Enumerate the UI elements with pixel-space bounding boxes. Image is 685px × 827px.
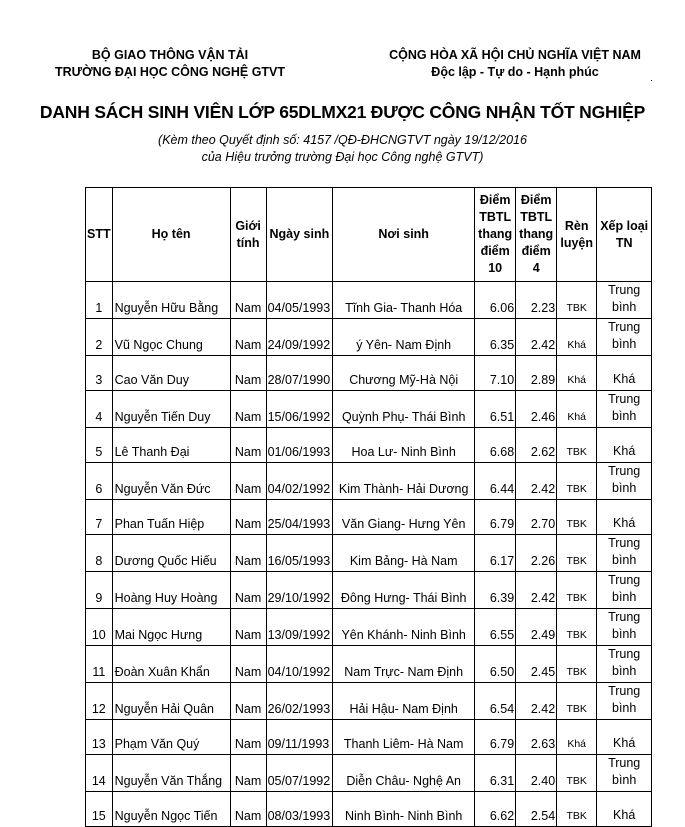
- cell-birthplace: Yên Khánh- Ninh Bình: [333, 609, 475, 646]
- cell-conduct: TBK: [557, 500, 597, 535]
- cell-rank: Trung bình: [597, 282, 652, 319]
- cell-gpa10: 6.35: [475, 319, 516, 356]
- table-row: [86, 391, 652, 428]
- col-header-gender: Giới tính: [230, 188, 266, 282]
- cell-name: Phan Tuấn Hiệp: [112, 500, 230, 535]
- cell-stt: 3: [86, 356, 113, 391]
- cell-conduct: TBK: [557, 535, 597, 572]
- col-header-name: Họ tên: [112, 188, 230, 282]
- cell-birthplace: Tĩnh Gia- Thanh Hóa: [333, 282, 475, 319]
- cell-gpa10: 6.50: [475, 646, 516, 683]
- graduate-table: [85, 187, 652, 827]
- cell-dob: 28/07/1990: [266, 356, 333, 391]
- cell-stt: 7: [86, 500, 113, 535]
- col-header-stt: STT: [86, 188, 113, 282]
- cell-gender: Nam: [230, 500, 266, 535]
- cell-gpa4: 2.70: [516, 500, 557, 535]
- cell-birthplace: Kim Bảng- Hà Nam: [333, 535, 475, 572]
- cell-rank: Trung bình: [597, 683, 652, 720]
- table-row: [86, 356, 652, 391]
- cell-birthplace: Ninh Bình- Ninh Bình: [333, 792, 475, 827]
- cell-conduct: TBK: [557, 428, 597, 463]
- cell-dob: 25/04/1993: [266, 500, 333, 535]
- cell-gpa10: 6.54: [475, 683, 516, 720]
- cell-gpa4: 2.49: [516, 609, 557, 646]
- cell-gpa10: 7.10: [475, 356, 516, 391]
- cell-conduct: TBK: [557, 572, 597, 609]
- cell-dob: 15/06/1992: [266, 391, 333, 428]
- col-header-conduct: Rèn luyện: [557, 188, 597, 282]
- cell-name: Nguyễn Văn Thắng: [112, 755, 230, 792]
- cell-rank: Khá: [597, 428, 652, 463]
- cell-stt: 6: [86, 463, 113, 500]
- cell-stt: 8: [86, 535, 113, 572]
- cell-rank: Khá: [597, 792, 652, 827]
- cell-stt: 15: [86, 792, 113, 827]
- cell-dob: 13/09/1992: [266, 609, 333, 646]
- table-row: [86, 609, 652, 646]
- cell-gpa10: 6.79: [475, 500, 516, 535]
- cell-dob: 26/02/1993: [266, 683, 333, 720]
- cell-rank: Trung bình: [597, 319, 652, 356]
- cell-dob: 29/10/1992: [266, 572, 333, 609]
- cell-conduct: Khá: [557, 319, 597, 356]
- cell-conduct: Khá: [557, 356, 597, 391]
- cell-name: Nguyễn Hữu Bằng: [112, 282, 230, 319]
- decision-reference: (Kèm theo Quyết định số: 4157 /QĐ-ĐHCNGTVT ngày 19/12/2016: [158, 133, 527, 147]
- cell-gender: Nam: [230, 535, 266, 572]
- cell-conduct: TBK: [557, 463, 597, 500]
- table-row: [86, 463, 652, 500]
- cell-gender: Nam: [230, 463, 266, 500]
- cell-dob: 04/02/1992: [266, 463, 333, 500]
- cell-gender: Nam: [230, 428, 266, 463]
- cell-birthplace: Nam Trực- Nam Định: [333, 646, 475, 683]
- cell-gpa10: 6.44: [475, 463, 516, 500]
- cell-stt: 2: [86, 319, 113, 356]
- cell-gender: Nam: [230, 609, 266, 646]
- national-motto-header: [370, 47, 660, 81]
- cell-stt: 11: [86, 646, 113, 683]
- cell-stt: 14: [86, 755, 113, 792]
- cell-dob: 01/06/1993: [266, 428, 333, 463]
- cell-rank: Trung bình: [597, 463, 652, 500]
- cell-gpa4: 2.45: [516, 646, 557, 683]
- cell-name: Nguyễn Ngọc Tiến: [112, 792, 230, 827]
- cell-conduct: Khá: [557, 391, 597, 428]
- cell-rank: Trung bình: [597, 609, 652, 646]
- cell-name: Nguyễn Văn Đức: [112, 463, 230, 500]
- cell-rank: Khá: [597, 720, 652, 755]
- cell-gpa4: 2.54: [516, 792, 557, 827]
- cell-gpa4: 2.42: [516, 683, 557, 720]
- cell-gender: Nam: [230, 391, 266, 428]
- cell-name: Cao Văn Duy: [112, 356, 230, 391]
- cell-birthplace: Quỳnh Phụ- Thái Bình: [333, 391, 475, 428]
- cell-dob: 04/10/1992: [266, 646, 333, 683]
- cell-dob: 08/03/1993: [266, 792, 333, 827]
- table-row: [86, 683, 652, 720]
- cell-stt: 1: [86, 282, 113, 319]
- cell-stt: 13: [86, 720, 113, 755]
- cell-gpa10: 6.39: [475, 572, 516, 609]
- country-name: CỘNG HÒA XÃ HỘI CHỦ NGHĨA VIỆT NAM: [389, 48, 641, 62]
- cell-gpa10: 6.68: [475, 428, 516, 463]
- cell-stt: 12: [86, 683, 113, 720]
- cell-conduct: TBK: [557, 683, 597, 720]
- col-header-birthplace: Nơi sinh: [333, 188, 475, 282]
- col-header-gpa4: Điểm TBTL thang điểm 4: [516, 188, 557, 282]
- cell-name: Hoàng Huy Hoàng: [112, 572, 230, 609]
- cell-name: Đoàn Xuân Khẩn: [112, 646, 230, 683]
- table-row: [86, 792, 652, 827]
- cell-dob: 24/09/1992: [266, 319, 333, 356]
- cell-birthplace: Hoa Lư- Ninh Bình: [333, 428, 475, 463]
- cell-gpa4: 2.42: [516, 572, 557, 609]
- cell-gpa10: 6.51: [475, 391, 516, 428]
- cell-name: Lê Thanh Đại: [112, 428, 230, 463]
- cell-stt: 9: [86, 572, 113, 609]
- cell-gpa4: 2.42: [516, 463, 557, 500]
- cell-birthplace: Hải Hậu- Nam Định: [333, 683, 475, 720]
- cell-gpa10: 6.55: [475, 609, 516, 646]
- cell-conduct: TBK: [557, 755, 597, 792]
- cell-gpa4: 2.42: [516, 319, 557, 356]
- cell-rank: Trung bình: [597, 572, 652, 609]
- col-header-dob: Ngày sinh: [266, 188, 333, 282]
- document-title: DANH SÁCH SINH VIÊN LỚP 65DLMX21 ĐƯỢC CÔNG NHẬN TỐT NGHIỆP: [39, 102, 646, 122]
- cell-conduct: TBK: [557, 792, 597, 827]
- motto: Độc lập - Tự do - Hạnh phúc: [431, 65, 599, 79]
- cell-gpa4: 2.26: [516, 535, 557, 572]
- cell-rank: Trung bình: [597, 535, 652, 572]
- cell-gender: Nam: [230, 282, 266, 319]
- cell-name: Vũ Ngọc Chung: [112, 319, 230, 356]
- cell-birthplace: Thanh Liêm- Hà Nam: [333, 720, 475, 755]
- document-subtitle: [0, 132, 685, 166]
- cell-name: Nguyễn Hải Quân: [112, 683, 230, 720]
- cell-gpa4: 2.63: [516, 720, 557, 755]
- cell-birthplace: Chương Mỹ-Hà Nội: [333, 356, 475, 391]
- table-row: [86, 755, 652, 792]
- cell-gender: Nam: [230, 720, 266, 755]
- cell-rank: Khá: [597, 356, 652, 391]
- university-name: TRƯỜNG ĐẠI HỌC CÔNG NGHỆ GTVT: [54, 65, 286, 79]
- stray-dot: [651, 80, 652, 81]
- cell-gender: Nam: [230, 683, 266, 720]
- cell-rank: Trung bình: [597, 755, 652, 792]
- cell-dob: 05/07/1992: [266, 755, 333, 792]
- cell-stt: 4: [86, 391, 113, 428]
- cell-gpa10: 6.79: [475, 720, 516, 755]
- table-row: [86, 500, 652, 535]
- cell-gender: Nam: [230, 646, 266, 683]
- issuer-reference: của Hiệu trưởng trường Đại học Công nghệ GTVT): [201, 150, 484, 164]
- cell-stt: 5: [86, 428, 113, 463]
- cell-conduct: Khá: [557, 720, 597, 755]
- table-row: [86, 282, 652, 319]
- cell-name: Mai Ngọc Hưng: [112, 609, 230, 646]
- cell-gpa10: 6.17: [475, 535, 516, 572]
- cell-birthplace: Kim Thành- Hải Dương: [333, 463, 475, 500]
- cell-gpa4: 2.62: [516, 428, 557, 463]
- cell-gender: Nam: [230, 755, 266, 792]
- cell-birthplace: ý Yên- Nam Định: [333, 319, 475, 356]
- cell-rank: Trung bình: [597, 646, 652, 683]
- ministry-header: [40, 47, 300, 81]
- cell-dob: 09/11/1993: [266, 720, 333, 755]
- cell-rank: Trung bình: [597, 391, 652, 428]
- cell-gpa10: 6.31: [475, 755, 516, 792]
- ministry-name: BỘ GIAO THÔNG VẬN TẢI: [91, 48, 249, 62]
- cell-conduct: TBK: [557, 646, 597, 683]
- table-row: [86, 720, 652, 755]
- cell-gpa4: 2.89: [516, 356, 557, 391]
- cell-rank: Khá: [597, 500, 652, 535]
- cell-gender: Nam: [230, 356, 266, 391]
- cell-gpa4: 2.40: [516, 755, 557, 792]
- cell-dob: 04/05/1993: [266, 282, 333, 319]
- cell-gender: Nam: [230, 792, 266, 827]
- cell-birthplace: Văn Giang- Hưng Yên: [333, 500, 475, 535]
- cell-gpa10: 6.62: [475, 792, 516, 827]
- cell-name: Nguyễn Tiến Duy: [112, 391, 230, 428]
- cell-gpa10: 6.06: [475, 282, 516, 319]
- cell-conduct: TBK: [557, 609, 597, 646]
- cell-gpa4: 2.46: [516, 391, 557, 428]
- table-row: [86, 428, 652, 463]
- cell-birthplace: Diễn Châu- Nghệ An: [333, 755, 475, 792]
- cell-gender: Nam: [230, 319, 266, 356]
- col-header-gpa10: Điểm TBTL thang điểm 10: [475, 188, 516, 282]
- cell-gpa4: 2.23: [516, 282, 557, 319]
- cell-dob: 16/05/1993: [266, 535, 333, 572]
- table-row: [86, 572, 652, 609]
- cell-conduct: TBK: [557, 282, 597, 319]
- table-header-row: [86, 188, 652, 282]
- cell-stt: 10: [86, 609, 113, 646]
- cell-name: Phạm Văn Quý: [112, 720, 230, 755]
- cell-gender: Nam: [230, 572, 266, 609]
- col-header-rank: Xếp loại TN: [597, 188, 652, 282]
- cell-name: Dương Quốc Hiếu: [112, 535, 230, 572]
- table-row: [86, 646, 652, 683]
- table-row: [86, 535, 652, 572]
- table-row: [86, 319, 652, 356]
- cell-birthplace: Đông Hưng- Thái Bình: [333, 572, 475, 609]
